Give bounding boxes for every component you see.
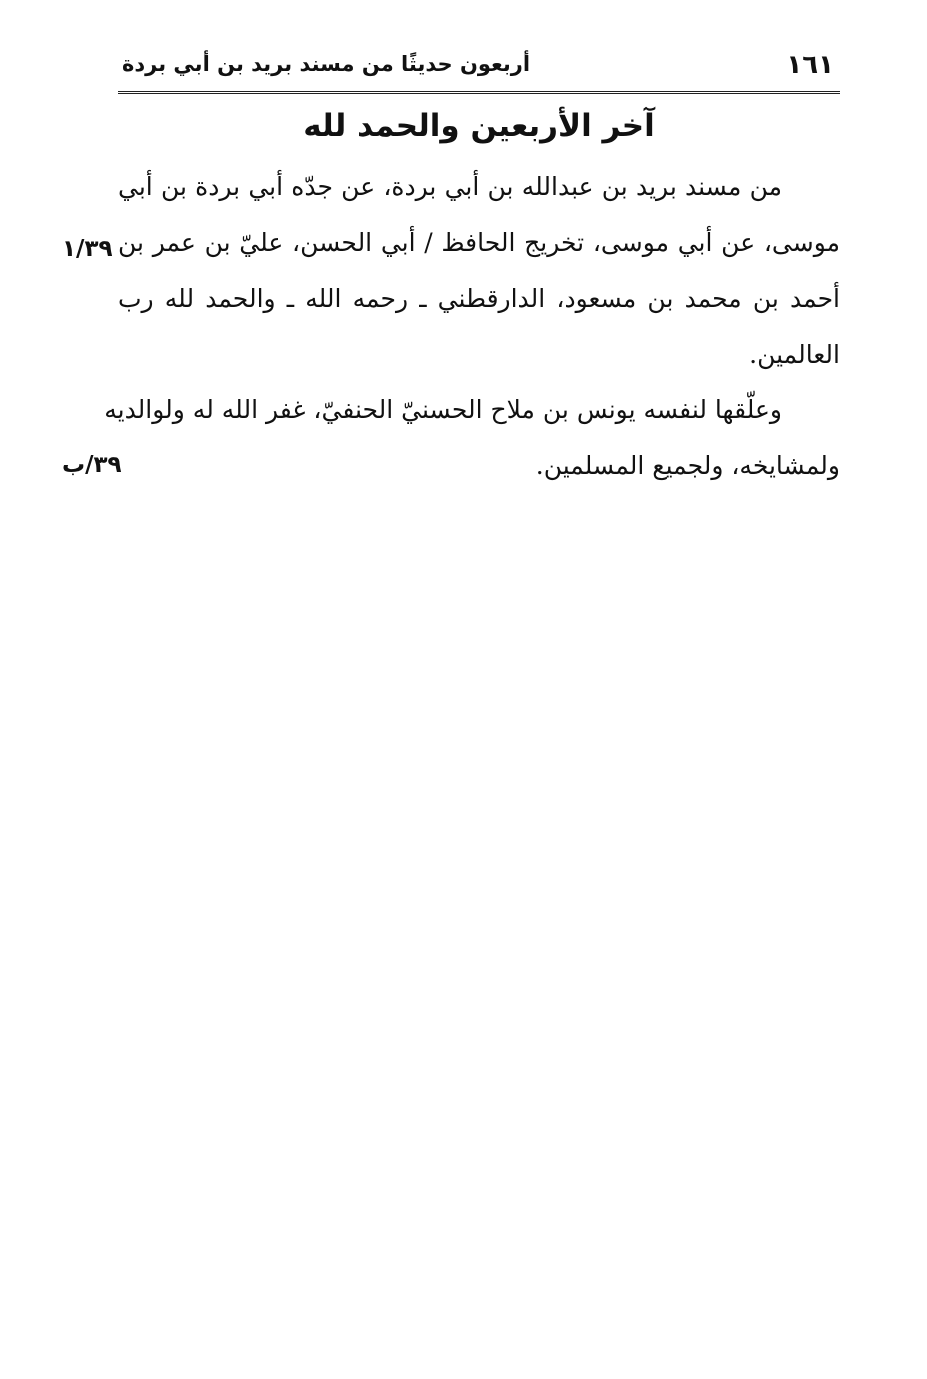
text-line: وعلّقها لنفسه يونس بن ملاح الحسنيّ الحنفيّ، غفر الله له ولوالديه <box>104 395 782 424</box>
page-number: ١٦١ <box>786 50 834 80</box>
text-line: العالمين. <box>749 340 840 369</box>
running-title: أربعون حديثًا من مسند بريد بن أبي بردة <box>122 52 531 76</box>
page-header <box>118 48 840 92</box>
section-heading: آخر الأربعين والحمد لله <box>303 108 655 144</box>
text-line: أحمد بن محمد بن مسعود، الدارقطني ـ رحمه الله ـ والحمد لله رب <box>118 284 840 313</box>
margin-note-folio-a: ١/٣٩ <box>62 236 113 262</box>
header-divider <box>118 91 840 94</box>
text-line: ولمشايخه، ولجميع المسلمين. <box>535 451 840 480</box>
text-line: من مسند بريد بن عبدالله بن أبي بردة، عن جدّه أبي بردة بن أبي <box>118 172 782 201</box>
margin-note-folio-b: ٣٩/ب <box>62 452 122 478</box>
text-line: موسى، عن أبي موسى، تخريج الحافظ / أبي الحسن، عليّ بن عمر بن <box>118 228 840 257</box>
